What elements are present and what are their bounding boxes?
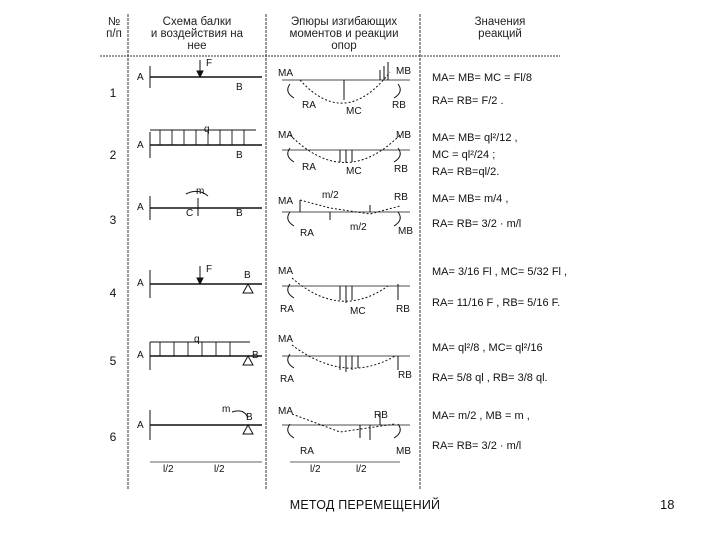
moment-a-label: MA bbox=[278, 130, 293, 141]
reaction-b-label: RB bbox=[374, 410, 388, 421]
value-line: MA= m/2 , MB = m , bbox=[432, 410, 530, 422]
value-line: RA= RB=ql/2. bbox=[432, 166, 500, 178]
moment-a-label: MA bbox=[278, 334, 293, 345]
reaction-b-label: RB bbox=[398, 370, 412, 381]
dimension-label: l/2 bbox=[310, 464, 321, 475]
moment-b-label: MB bbox=[398, 226, 413, 237]
reaction-b-label: RB bbox=[392, 100, 406, 111]
row-5-epure bbox=[282, 345, 410, 372]
row-number: 4 bbox=[109, 286, 117, 300]
reaction-a-label: RA bbox=[302, 100, 316, 111]
dimension-label: l/2 bbox=[214, 464, 225, 475]
page-number: 18 bbox=[660, 497, 675, 512]
value-line: MA= ql²/8 , MC= ql²/16 bbox=[432, 342, 543, 354]
support-b-label: B bbox=[246, 412, 253, 423]
reaction-b-label: RB bbox=[394, 192, 408, 203]
support-b-label: B bbox=[236, 82, 243, 93]
row-number: 3 bbox=[109, 213, 117, 227]
row-number: 6 bbox=[109, 430, 117, 444]
load-label: q bbox=[194, 334, 200, 345]
load-label: m bbox=[196, 186, 205, 197]
arrowhead bbox=[197, 71, 203, 77]
value-line: MA= 3/16 Fl , MC= 5/32 Fl , bbox=[432, 266, 568, 278]
value-line: RA= 5/8 ql , RB= 3/8 ql. bbox=[432, 372, 548, 384]
row-number: 2 bbox=[109, 148, 117, 162]
load-label: F bbox=[206, 264, 213, 275]
load-label: F bbox=[206, 58, 213, 69]
moment-a-label: MA bbox=[278, 68, 293, 79]
header-number: № п/п bbox=[106, 16, 122, 40]
support-a-label: A bbox=[137, 350, 144, 361]
row-3-scheme bbox=[150, 191, 262, 220]
header-values: Значения реакций bbox=[474, 16, 526, 40]
dimension-label: l/2 bbox=[356, 464, 367, 475]
reaction-b-label: RB bbox=[396, 304, 410, 315]
moment-c-label: MC bbox=[350, 306, 366, 317]
moment-b-label: MB bbox=[396, 66, 411, 77]
row-number: 1 bbox=[109, 86, 117, 100]
reaction-a-label: RA bbox=[280, 304, 294, 315]
value-line: RA= 11/16 F , RB= 5/16 F. bbox=[432, 297, 561, 309]
moment-b-label: MB bbox=[396, 446, 411, 457]
row-4-epure bbox=[282, 278, 410, 303]
support-b-label: B bbox=[252, 350, 259, 361]
value-line: MA= MB= m/4 , bbox=[432, 193, 509, 205]
support-a-label: A bbox=[137, 202, 144, 213]
row-5-scheme bbox=[150, 342, 262, 370]
dimension-label: l/2 bbox=[163, 464, 174, 475]
reaction-a-label: RA bbox=[280, 374, 294, 385]
row-6-epure bbox=[282, 412, 410, 440]
support-b-label: B bbox=[236, 208, 243, 219]
header-scheme: Схема балки и воздействия на нее bbox=[150, 16, 244, 52]
support-a-label: A bbox=[137, 140, 144, 151]
support-b-label: B bbox=[244, 270, 251, 281]
moment-a-label: MA bbox=[278, 266, 293, 277]
moment-b-label: MB bbox=[396, 130, 411, 141]
reaction-a-label: RA bbox=[300, 228, 314, 239]
footer-title: МЕТОД ПЕРЕМЕЩЕНИЙ bbox=[289, 498, 441, 512]
value-line: RA= RB= F/2 . bbox=[432, 95, 504, 107]
support-a-label: A bbox=[137, 278, 144, 289]
row-number: 5 bbox=[109, 354, 117, 368]
header-diagram: Эпюры изгибающих моментов и реакции опор bbox=[289, 16, 399, 52]
reaction-a-label: RA bbox=[300, 446, 314, 457]
value-line: MA= MB= MC = Fl/8 bbox=[432, 72, 532, 84]
point-c-label: C bbox=[186, 208, 194, 219]
moment-a-label: MA bbox=[278, 196, 293, 207]
load-label: m bbox=[222, 404, 231, 415]
row-1-epure bbox=[282, 62, 410, 103]
value-line: MC = ql²/24 ; bbox=[432, 149, 496, 161]
support-a-label: A bbox=[137, 420, 144, 431]
load-label: q bbox=[204, 124, 210, 135]
value-line: RA= RB= 3/2 · m/l bbox=[432, 218, 522, 230]
row-2-epure bbox=[282, 135, 410, 163]
reaction-a-label: RA bbox=[302, 162, 316, 173]
moment-c-label: MC bbox=[346, 166, 362, 177]
moment-half-label: m/2 bbox=[322, 190, 339, 201]
moment-c-label: MC bbox=[346, 106, 362, 117]
moment-half-label: m/2 bbox=[350, 222, 367, 233]
value-line: RA= RB= 3/2 · m/l bbox=[432, 440, 522, 452]
value-line: MA= MB= ql²/12 , bbox=[432, 132, 518, 144]
row-3-epure bbox=[282, 200, 410, 226]
reaction-b-label: RB bbox=[394, 164, 408, 175]
support-a-label: A bbox=[137, 72, 144, 83]
moment-a-label: MA bbox=[278, 406, 293, 417]
support-b-label: B bbox=[236, 150, 243, 161]
